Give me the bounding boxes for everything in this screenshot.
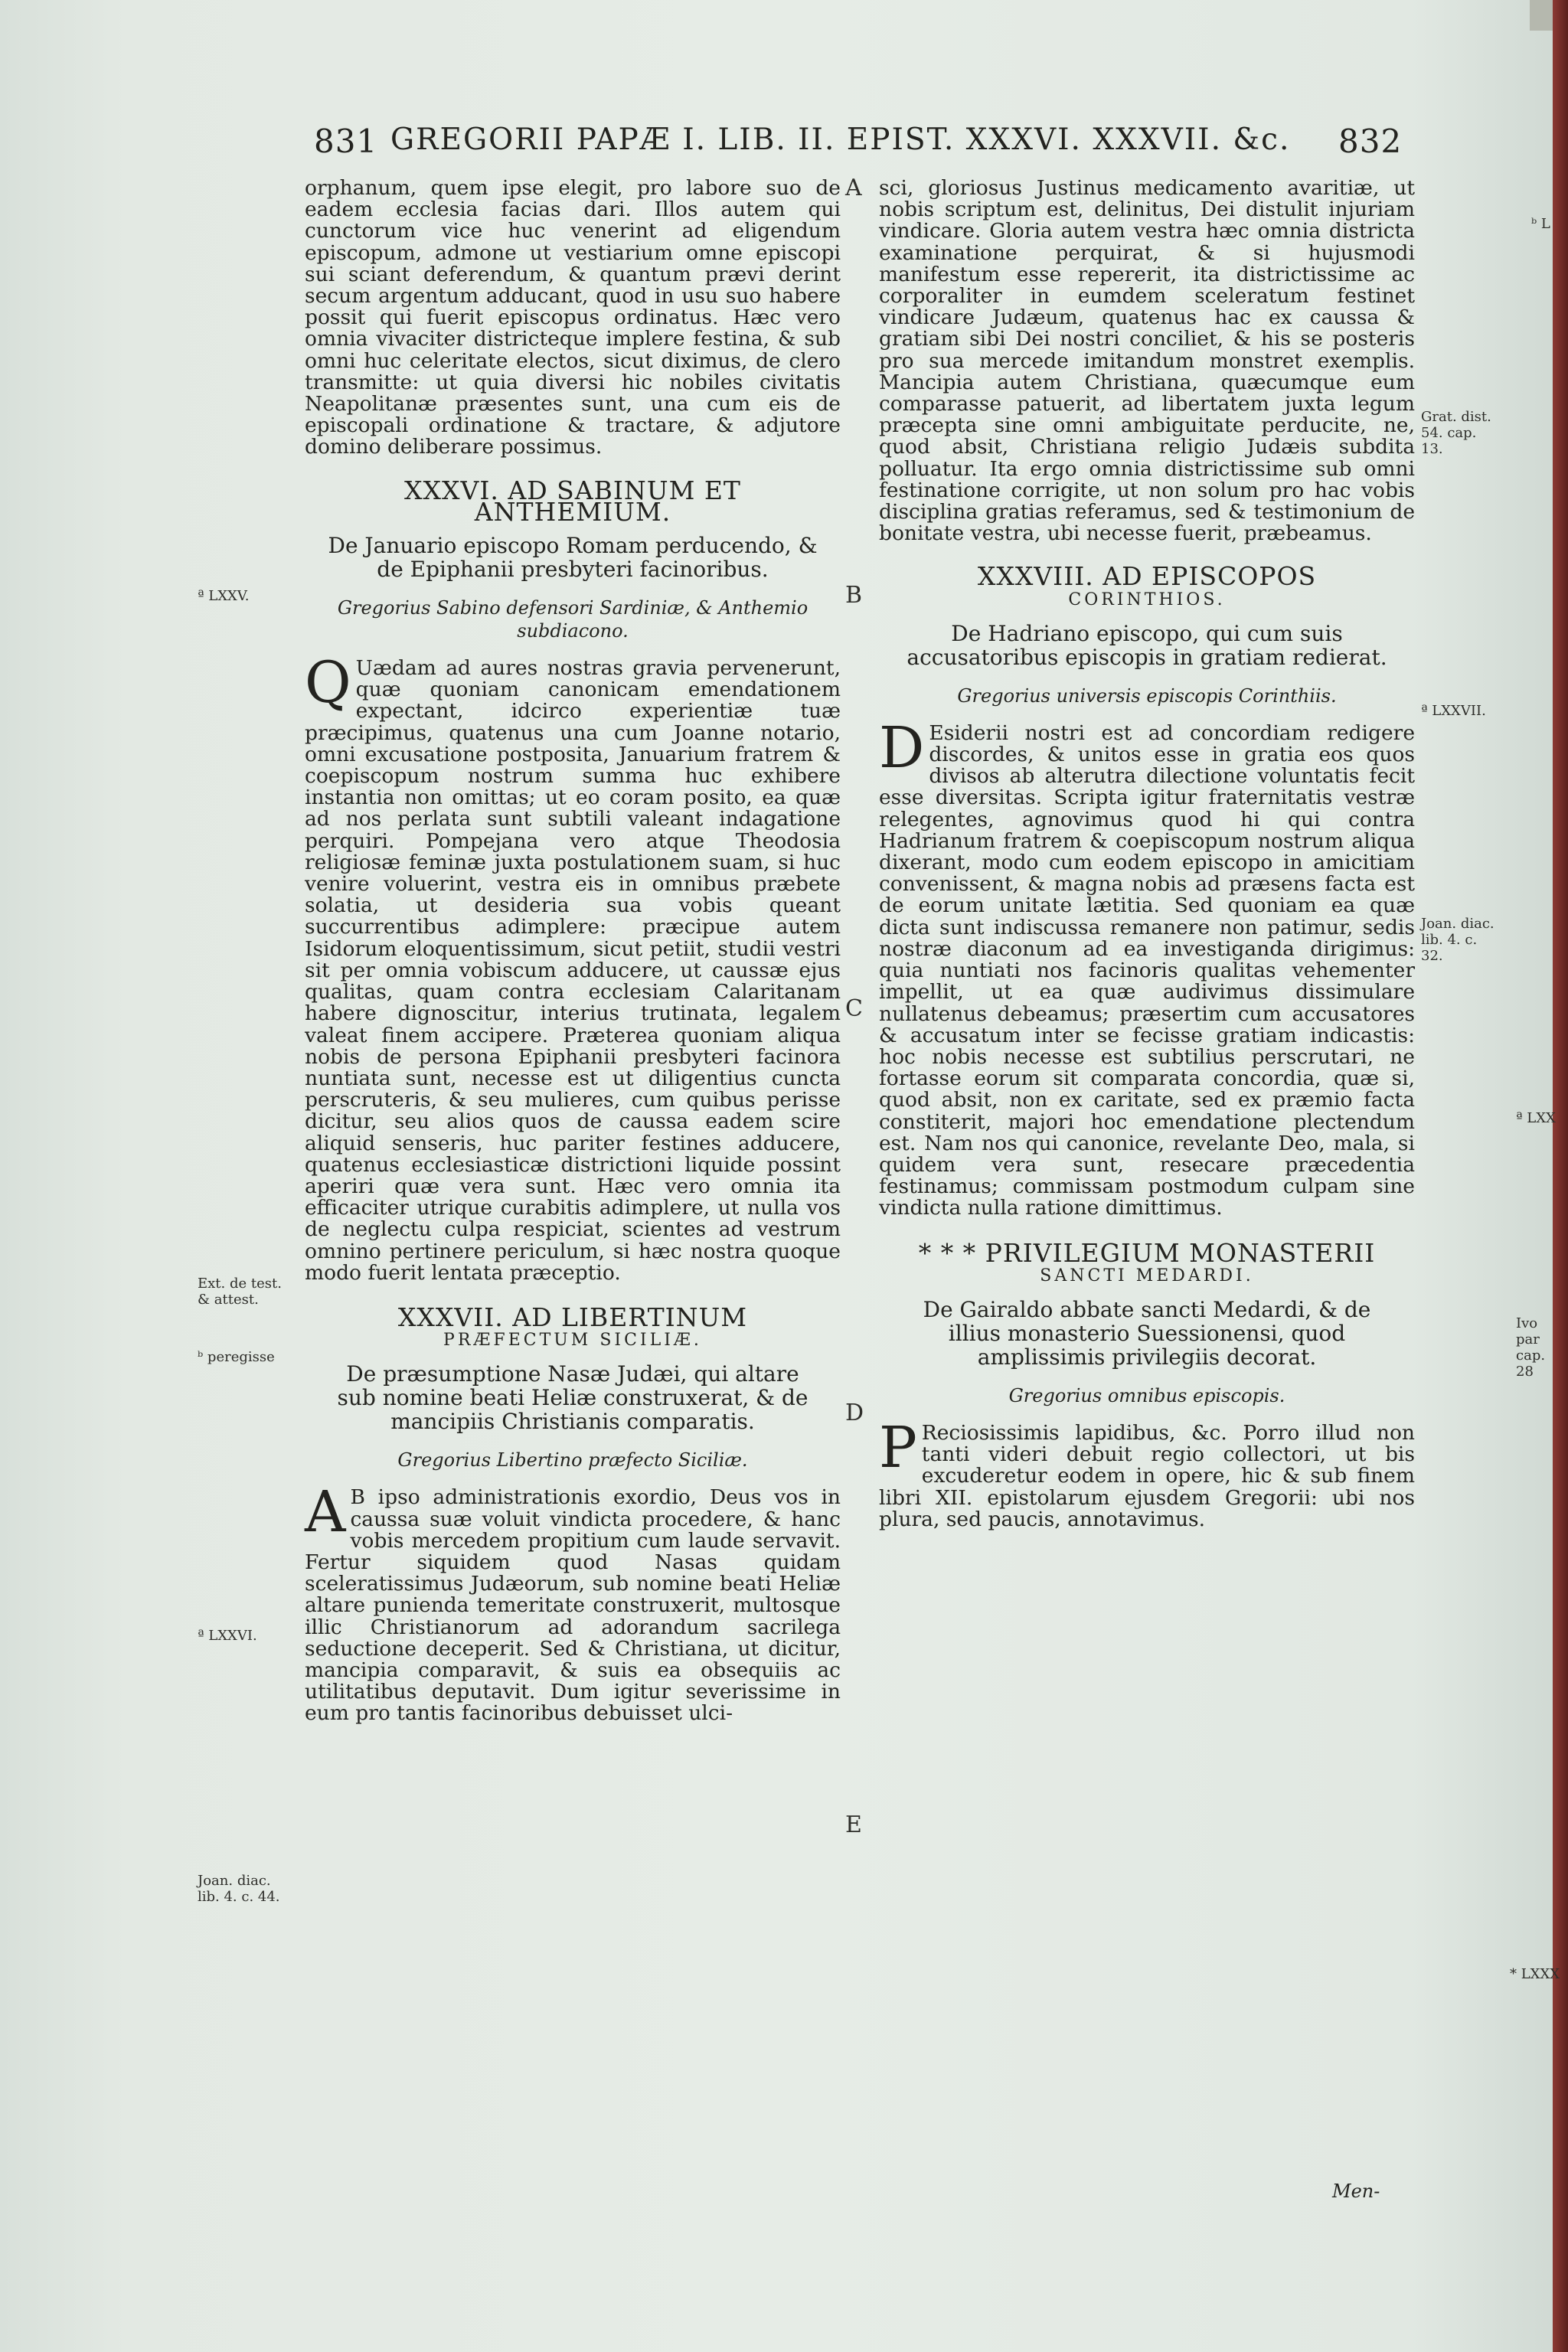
- epistle-38-subheading: CORINTHIOS.: [1068, 590, 1226, 609]
- privilege-text: Reciosissimis lapidibus, &c. Porro illud non tanti videri debuit regio collectori, ut bis excuderetur eodem in opere, hic & sub finem libri XII. epistolarum ejusdem Gregorii: ubi nos plura, sed paucis, annotavimus.: [879, 1420, 1415, 1531]
- epistle-37-summary: De præsumptione Nasæ Judæi, qui altare sub nomine beati Heliæ construxerat, & de mancipiis Christianis comparatis.: [337, 1361, 808, 1435]
- section-letter-a: A: [845, 175, 862, 201]
- epistle-38-body: [879, 714, 1415, 1220]
- margin-note-joan-diac-right: Joan. diac. lib. 4. c. 32.: [1421, 916, 1494, 964]
- margin-note-grat: Grat. dist. 54. cap. 13.: [1421, 409, 1491, 457]
- margin-note-lxxvi: ª LXXVI.: [198, 1628, 257, 1644]
- margin-note-ivo: Ivo par cap. 28: [1516, 1315, 1546, 1380]
- epistle-37-address: Gregorius Libertino præfecto Siciliæ.: [397, 1449, 748, 1472]
- epistle-36-heading: XXXVI. AD SABINUM ET ANTHEMIUM.: [404, 475, 741, 527]
- left-column: [305, 178, 841, 1725]
- epistle-38-text: Esiderii nostri est ad concordiam redigere discordes, & unitos esse in gratia eos quos divisos ab alterutra dilectione voluntatis fecit esse diversitas. Scripta igitur fraternitatis vestræ relegentes, agnovimus quod hi qui contra Hadrianum fratrem & coepiscopum nostrum aliqua dixerant, modo cum eodem episcopo in amicitiam convenissent, & magna nobis ad præsens facta est de eorum unitate lætitia. Sed quoniam ea quæ dicta sunt indiscussa remanere non patimur, sedis nostræ diaconum ad ea investiganda dirigimus: quia nuntiati nos facinoris qualitas vehementer impellit, ut ea quæ audivimus dissimulare nullatenus debeamus; præsertim cum accusatores & accusatum inter se fecisse gratiam indicastis: hoc nobis necesse est subtilius perscrutari, ne fortasse eorum sit comparata concordia, quæ si, quod absit, non ex caritate, sed ex præmio facta constiterit, majori hoc emendatione plectendum est. Nam nos qui canonice, revelante Deo, mala, si quidem vera sunt, resecare præcedentia festinamus; commissam postmodum culpam sine vindicta nulla ratione dimittimus.: [879, 720, 1415, 1220]
- right-column: [879, 178, 1415, 1530]
- section-letter-b: B: [845, 582, 863, 609]
- dropcap: Q: [305, 650, 351, 717]
- privilege-body: [879, 1414, 1415, 1531]
- margin-note-joan-diac: Joan. diac. lib. 4. c. 44.: [198, 1873, 280, 1905]
- epistle-36-text: Uædam ad aures nostras gravia pervenerunt, quæ quoniam canonicam emendationem expectant, idcirco experientiæ tuæ præcipimus, quatenus una cum Joanne notario, omni excusatione postposita, Januarium fratrem & coepiscopum nostrum summa huc exhibere instantia non omittas; ut eo coram posito, ea quæ ad nos perlata sunt subtili valeant indagatione perquiri. Pompejana vero atque Theodosia religiosæ feminæ juxta postulationem suam, si huc venire voluerint, vestra eis in omnibus præbete solatia, ut desideria sua vobis queant succurrentibus adimplere: præcipue autem Isidorum eloquentissimum, sicut petiit, studii vestri sit per omnia vobiscum adducere, ut caussæ ejus qualitas, quam contra ecclesiam Calaritanam habere dignoscitur, interius trutinata, legalem valeat finem accipere. Præterea quoniam aliqua nobis de persona Epiphanii presbyteri facinora nuntiata sunt, necesse est ut diligentius cuncta perscruteris, & seu mulieres, cum quibus perisse dicitur, seu alios quos de caussa eadem scire aliquid senseris, huc pariter festines adducere, quatenus ecclesiasticæ districtioni liquide possint aperiri quæ vera sunt. Hæc vero omnia ita efficaciter utrique curabitis adimplere, ut nulla vos de neglectu culpa respiciat, scientes ad vestrum omnino pertinere periculum, si hæc nostra quoque modo fuerit lentata præceptio.: [305, 656, 841, 1285]
- running-title: GREGORII PAPÆ I. LIB. II. EPIST. XXXVI. XXXVII. &c.: [390, 122, 1291, 157]
- book-binding-edge: [1553, 0, 1568, 2352]
- margin-note-lxxx: * LXXX: [1510, 1966, 1560, 1982]
- margin-note-l: ᵇ L: [1531, 216, 1550, 232]
- epistle-38-summary: De Hadriano episcopo, qui cum suis accusatoribus episcopis in gratiam redierat.: [906, 620, 1387, 670]
- margin-note-peregisse: ᵇ peregisse: [198, 1349, 275, 1365]
- continuation-text: sci, gloriosus Justinus medicamento avaritiæ, ut nobis scriptum est, delinitus, Dei distulit injuriam vindicare. Gloria autem vestra hæc omnia districta examinatione perquirat, & si hujusmodi manifestum esse repererit, ita districtissime ac corporaliter in eumdem sceleratum festinet vindicare Judæum, quatenus hac ex caussa & gratiam sibi Dei nostri conciliet, & his se posteris pro sua mercede imitandum monstret exemplis. Mancipia autem Christiana, quæcumque eum comparasse patuerit, ad libertatem juxta legum præcepta sine omni ambiguitate perducite, ne, quod absit, Christiana religio Judæis subdita polluatur. Ita ergo omnia districtissime sub omni festinatione corrigite, ut non solum pro hac vobis disciplina gratias referamus, sed & testimonium de bonitate vestra, ubi necesse fuerit, præbeamus.: [879, 176, 1415, 546]
- epistle-36-body: [305, 650, 841, 1285]
- dropcap: D: [879, 714, 925, 781]
- section-letter-d: D: [845, 1400, 864, 1426]
- privilege-summary: De Gairaldo abbate sancti Medardi, & de illius monasterio Suessionensi, quod amplissimis privilegiis decorat.: [923, 1296, 1371, 1370]
- privilege-heading: * * * PRIVILEGIUM MONASTERII: [918, 1237, 1376, 1268]
- epistle-38-address: Gregorius universis episcopis Corinthiis.: [957, 684, 1337, 707]
- page-number-left: 831: [314, 122, 378, 160]
- dropcap: P: [879, 1414, 917, 1481]
- page-edge-tab: [1530, 0, 1553, 31]
- epistle-37-text: B ipso administrationis exordio, Deus vos in caussa suæ voluit vindicta procedere, & hanc vobis mercedem propitium cum laude servavit. Fertur siquidem quod Nasas quidam sceleratissimus Judæorum, sub nomine beati Heliæ altare punienda temeritate construxerit, multosque illic Christianorum ad adorandum sacrilega seductione deceperit. Sed & Christiana, ut dicitur, mancipia comparavit, & suis ea obsequiis ac utilitatibus deputavit. Dum igitur severissime in eum pro tantis facinoribus debuisset ulci-: [305, 1485, 841, 1726]
- epistle-36-address: Gregorius Sabino defensori Sardiniæ, & Anthemio subdiacono.: [337, 597, 808, 642]
- epistle-38-heading: XXXVIII. AD EPISCOPOS: [977, 561, 1317, 592]
- margin-note-lxx: ª LXX: [1516, 1110, 1556, 1126]
- margin-note-lxxv: ª LXXV.: [198, 588, 250, 604]
- epistle-37-body: [305, 1479, 841, 1726]
- epistle-37-subheading: PRÆFECTUM SICILIÆ.: [443, 1331, 702, 1351]
- dropcap: A: [305, 1479, 346, 1546]
- privilege-address: Gregorius omnibus episcopis.: [1008, 1384, 1285, 1406]
- running-head: [314, 122, 1409, 176]
- epistle-36-summary: De Januario episcopo Romam perducendo, & de Epiphanii presbyteri facinoribus.: [328, 533, 818, 583]
- page-number-right: 832: [1338, 122, 1403, 160]
- margin-note-lxxvii: ª LXXVII.: [1421, 703, 1486, 719]
- section-letter-c: C: [845, 995, 863, 1022]
- catchword: Men-: [1332, 2180, 1380, 2202]
- section-letter-e: E: [845, 1811, 862, 1838]
- continuation-text: orphanum, quem ipse elegit, pro labore suo de eadem ecclesia facias dari. Illos autem qui cunctorum vice huc venerint ad eligendum episcopum, admone ut vestiarium omne episcopi sui sciant deferendum, & quantum prævi derint secum argentum adducant, quod in usu suo habere possit qui fuerit episcopus ordinatus. Hæc vero omnia vivaciter districteque implere festina, & sub omni huc celeritate electos, sicut diximus, de clero transmitte: ut quia diversi hic nobiles civitatis Neapolitanæ præsentes sunt, una cum eis de episcopali ordinatione & tractare, & adjutore domino deliberare possimus.: [305, 176, 841, 459]
- privilege-subheading: SANCTI MEDARDI.: [1040, 1266, 1254, 1285]
- margin-note-ext: Ext. de test. & attest.: [198, 1276, 282, 1308]
- epistle-37-heading: XXXVII. AD LIBERTINUM: [397, 1302, 748, 1332]
